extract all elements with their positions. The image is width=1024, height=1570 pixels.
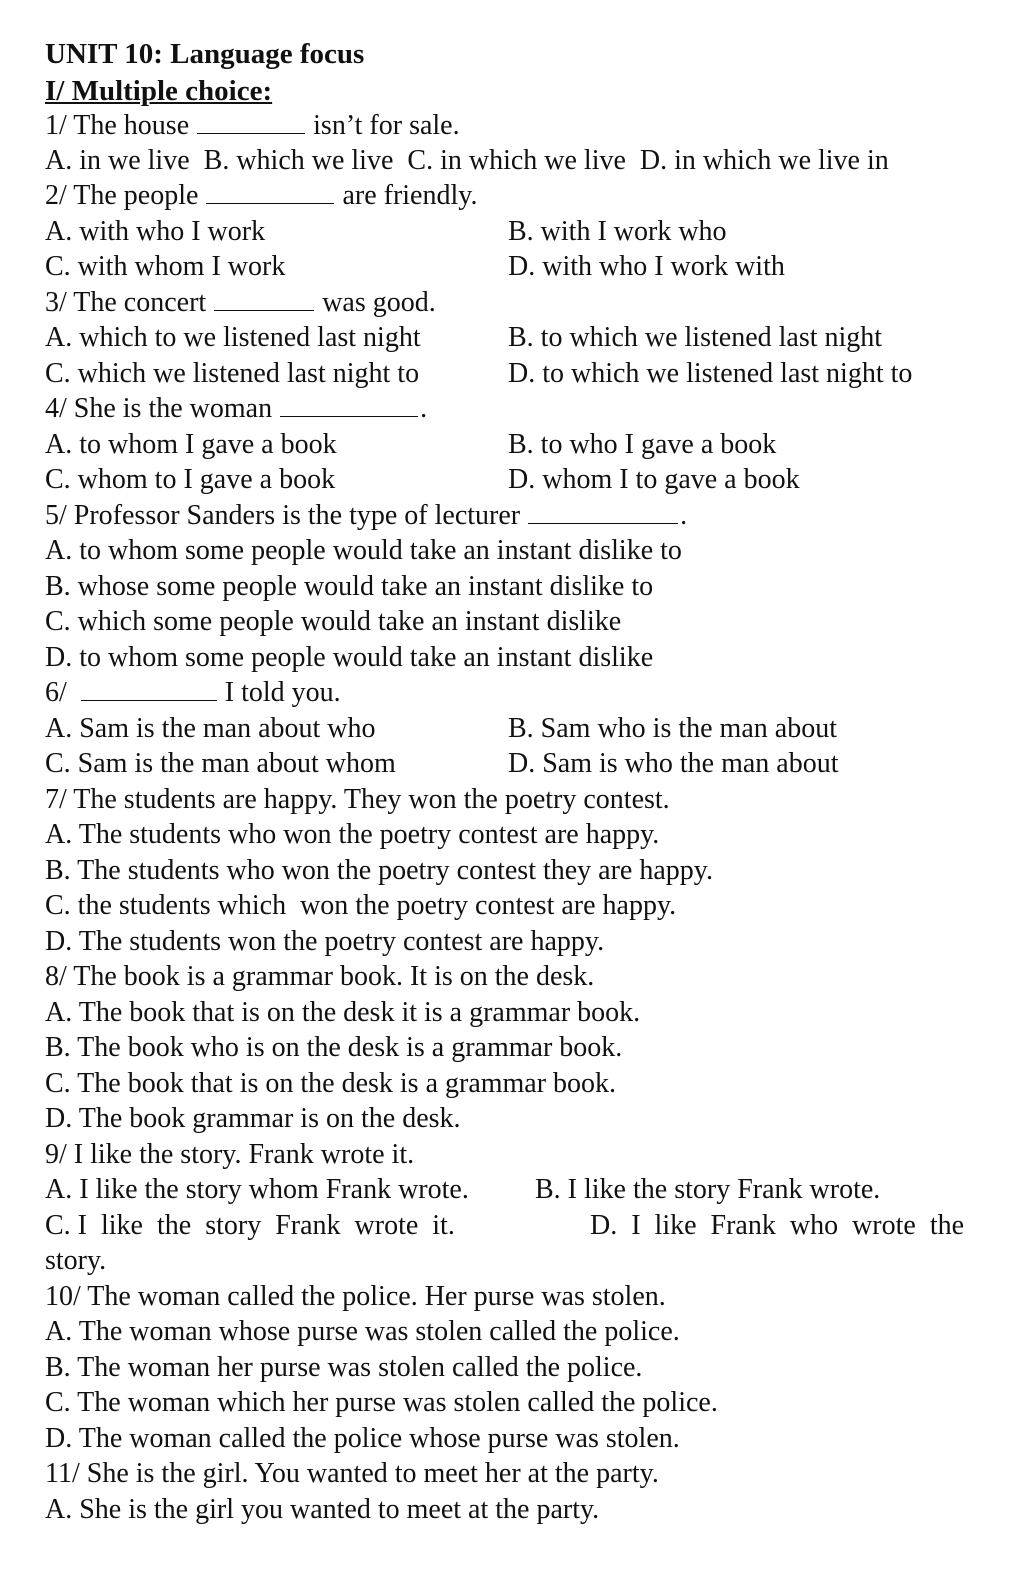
option-a: A. I like the story whom Frank wrote. <box>45 1174 469 1205</box>
stem-text: are friendly. <box>342 180 478 211</box>
question-1-stem <box>45 109 460 143</box>
question-4-stem <box>45 392 427 426</box>
option-c: C. The book that is on the desk is a grammar book. <box>45 1068 617 1099</box>
option-c: C. which we listened last night to <box>45 358 420 389</box>
option-b: B. whose some people would take an instant dislike to <box>45 571 654 602</box>
stem-text: 2/ The people <box>45 180 199 211</box>
question-11-stem: 11/ She is the girl. You wanted to meet her at the party. <box>45 1458 659 1489</box>
answer-blank <box>206 179 334 204</box>
option-b: B. which we live <box>203 145 394 176</box>
option-a: A. She is the girl you wanted to meet at the party. <box>45 1494 600 1525</box>
option-b: B. The students who won the poetry contest they are happy. <box>45 855 713 886</box>
stem-text: . <box>420 393 428 424</box>
option-c: C. the students which won the poetry contest are happy. <box>45 890 677 921</box>
question-6-stem <box>45 676 341 710</box>
stem-text: I told you. <box>224 677 341 708</box>
option-b: B. to which we listened last night <box>508 322 883 353</box>
option-d-continued: story. <box>45 1245 107 1276</box>
option-d: D. The students won the poetry contest are happy. <box>45 926 605 957</box>
option-c: C. which some people would take an instant dislike <box>45 606 622 637</box>
option-d: D. The woman called the police whose purse was stolen. <box>45 1423 680 1454</box>
option-a: A. to whom some people would take an instant dislike to <box>45 535 682 566</box>
option-a: A. to whom I gave a book <box>45 429 337 460</box>
option-d: D. I like Frank who wrote the <box>590 1210 965 1241</box>
option-b: B. The book who is on the desk is a grammar book. <box>45 1032 623 1063</box>
answer-blank <box>528 499 678 524</box>
option-c: C. I like the story Frank wrote it. <box>45 1210 455 1241</box>
stem-text: . <box>680 500 688 531</box>
option-c: C. The woman which her purse was stolen called the police. <box>45 1387 718 1418</box>
stem-text: 6/ <box>45 677 67 708</box>
option-b: B. to who I gave a book <box>508 429 777 460</box>
option-d: D. to whom some people would take an instant dislike <box>45 642 654 673</box>
section-heading: I/ Multiple choice: <box>45 75 273 107</box>
option-d: D. whom I to gave a book <box>508 464 800 495</box>
question-3-stem <box>45 286 436 320</box>
stem-text: was good. <box>322 287 436 318</box>
stem-text: isn’t for sale. <box>313 110 460 141</box>
option-d: D. The book grammar is on the desk. <box>45 1103 461 1134</box>
answer-blank <box>214 286 314 311</box>
option-d: D. with who I work with <box>508 251 785 282</box>
stem-text: 5/ Professor Sanders is the type of lecturer <box>45 500 521 531</box>
option-d: D. in which we live in <box>639 145 889 176</box>
option-b: B. The woman her purse was stolen called the police. <box>45 1352 643 1383</box>
option-a: A. in we live <box>45 145 190 176</box>
page-title: UNIT 10: Language focus <box>45 38 365 70</box>
answer-blank <box>280 392 418 417</box>
question-7-stem: 7/ The students are happy. They won the poetry contest. <box>45 784 670 815</box>
option-c: C. whom to I gave a book <box>45 464 336 495</box>
option-c: C. Sam is the man about whom <box>45 748 396 779</box>
option-a: A. The students who won the poetry contest are happy. <box>45 819 660 850</box>
option-a: A. with who I work <box>45 216 266 247</box>
answer-blank <box>197 109 305 134</box>
answer-blank <box>81 676 217 701</box>
option-c: C. with whom I work <box>45 251 286 282</box>
option-a: A. which to we listened last night <box>45 322 421 353</box>
stem-text: 4/ She is the woman <box>45 393 273 424</box>
question-1-options <box>45 144 889 178</box>
question-2-stem <box>45 179 477 213</box>
question-8-stem: 8/ The book is a grammar book. It is on the desk. <box>45 961 595 992</box>
option-a: A. The woman whose purse was stolen called the police. <box>45 1316 680 1347</box>
option-d: D. Sam is who the man about <box>508 748 839 779</box>
option-b: B. I like the story Frank wrote. <box>535 1174 881 1205</box>
question-9-stem: 9/ I like the story. Frank wrote it. <box>45 1139 415 1170</box>
option-d: D. to which we listened last night to <box>508 358 913 389</box>
question-5-stem <box>45 499 687 533</box>
option-b: B. with I work who <box>508 216 727 247</box>
option-c: C. in which we live <box>407 145 626 176</box>
stem-text: 1/ The house <box>45 110 190 141</box>
option-a: A. Sam is the man about who <box>45 713 376 744</box>
stem-text: 3/ The concert <box>45 287 207 318</box>
option-a: A. The book that is on the desk it is a grammar book. <box>45 997 641 1028</box>
option-b: B. Sam who is the man about <box>508 713 837 744</box>
question-10-stem: 10/ The woman called the police. Her purse was stolen. <box>45 1281 666 1312</box>
